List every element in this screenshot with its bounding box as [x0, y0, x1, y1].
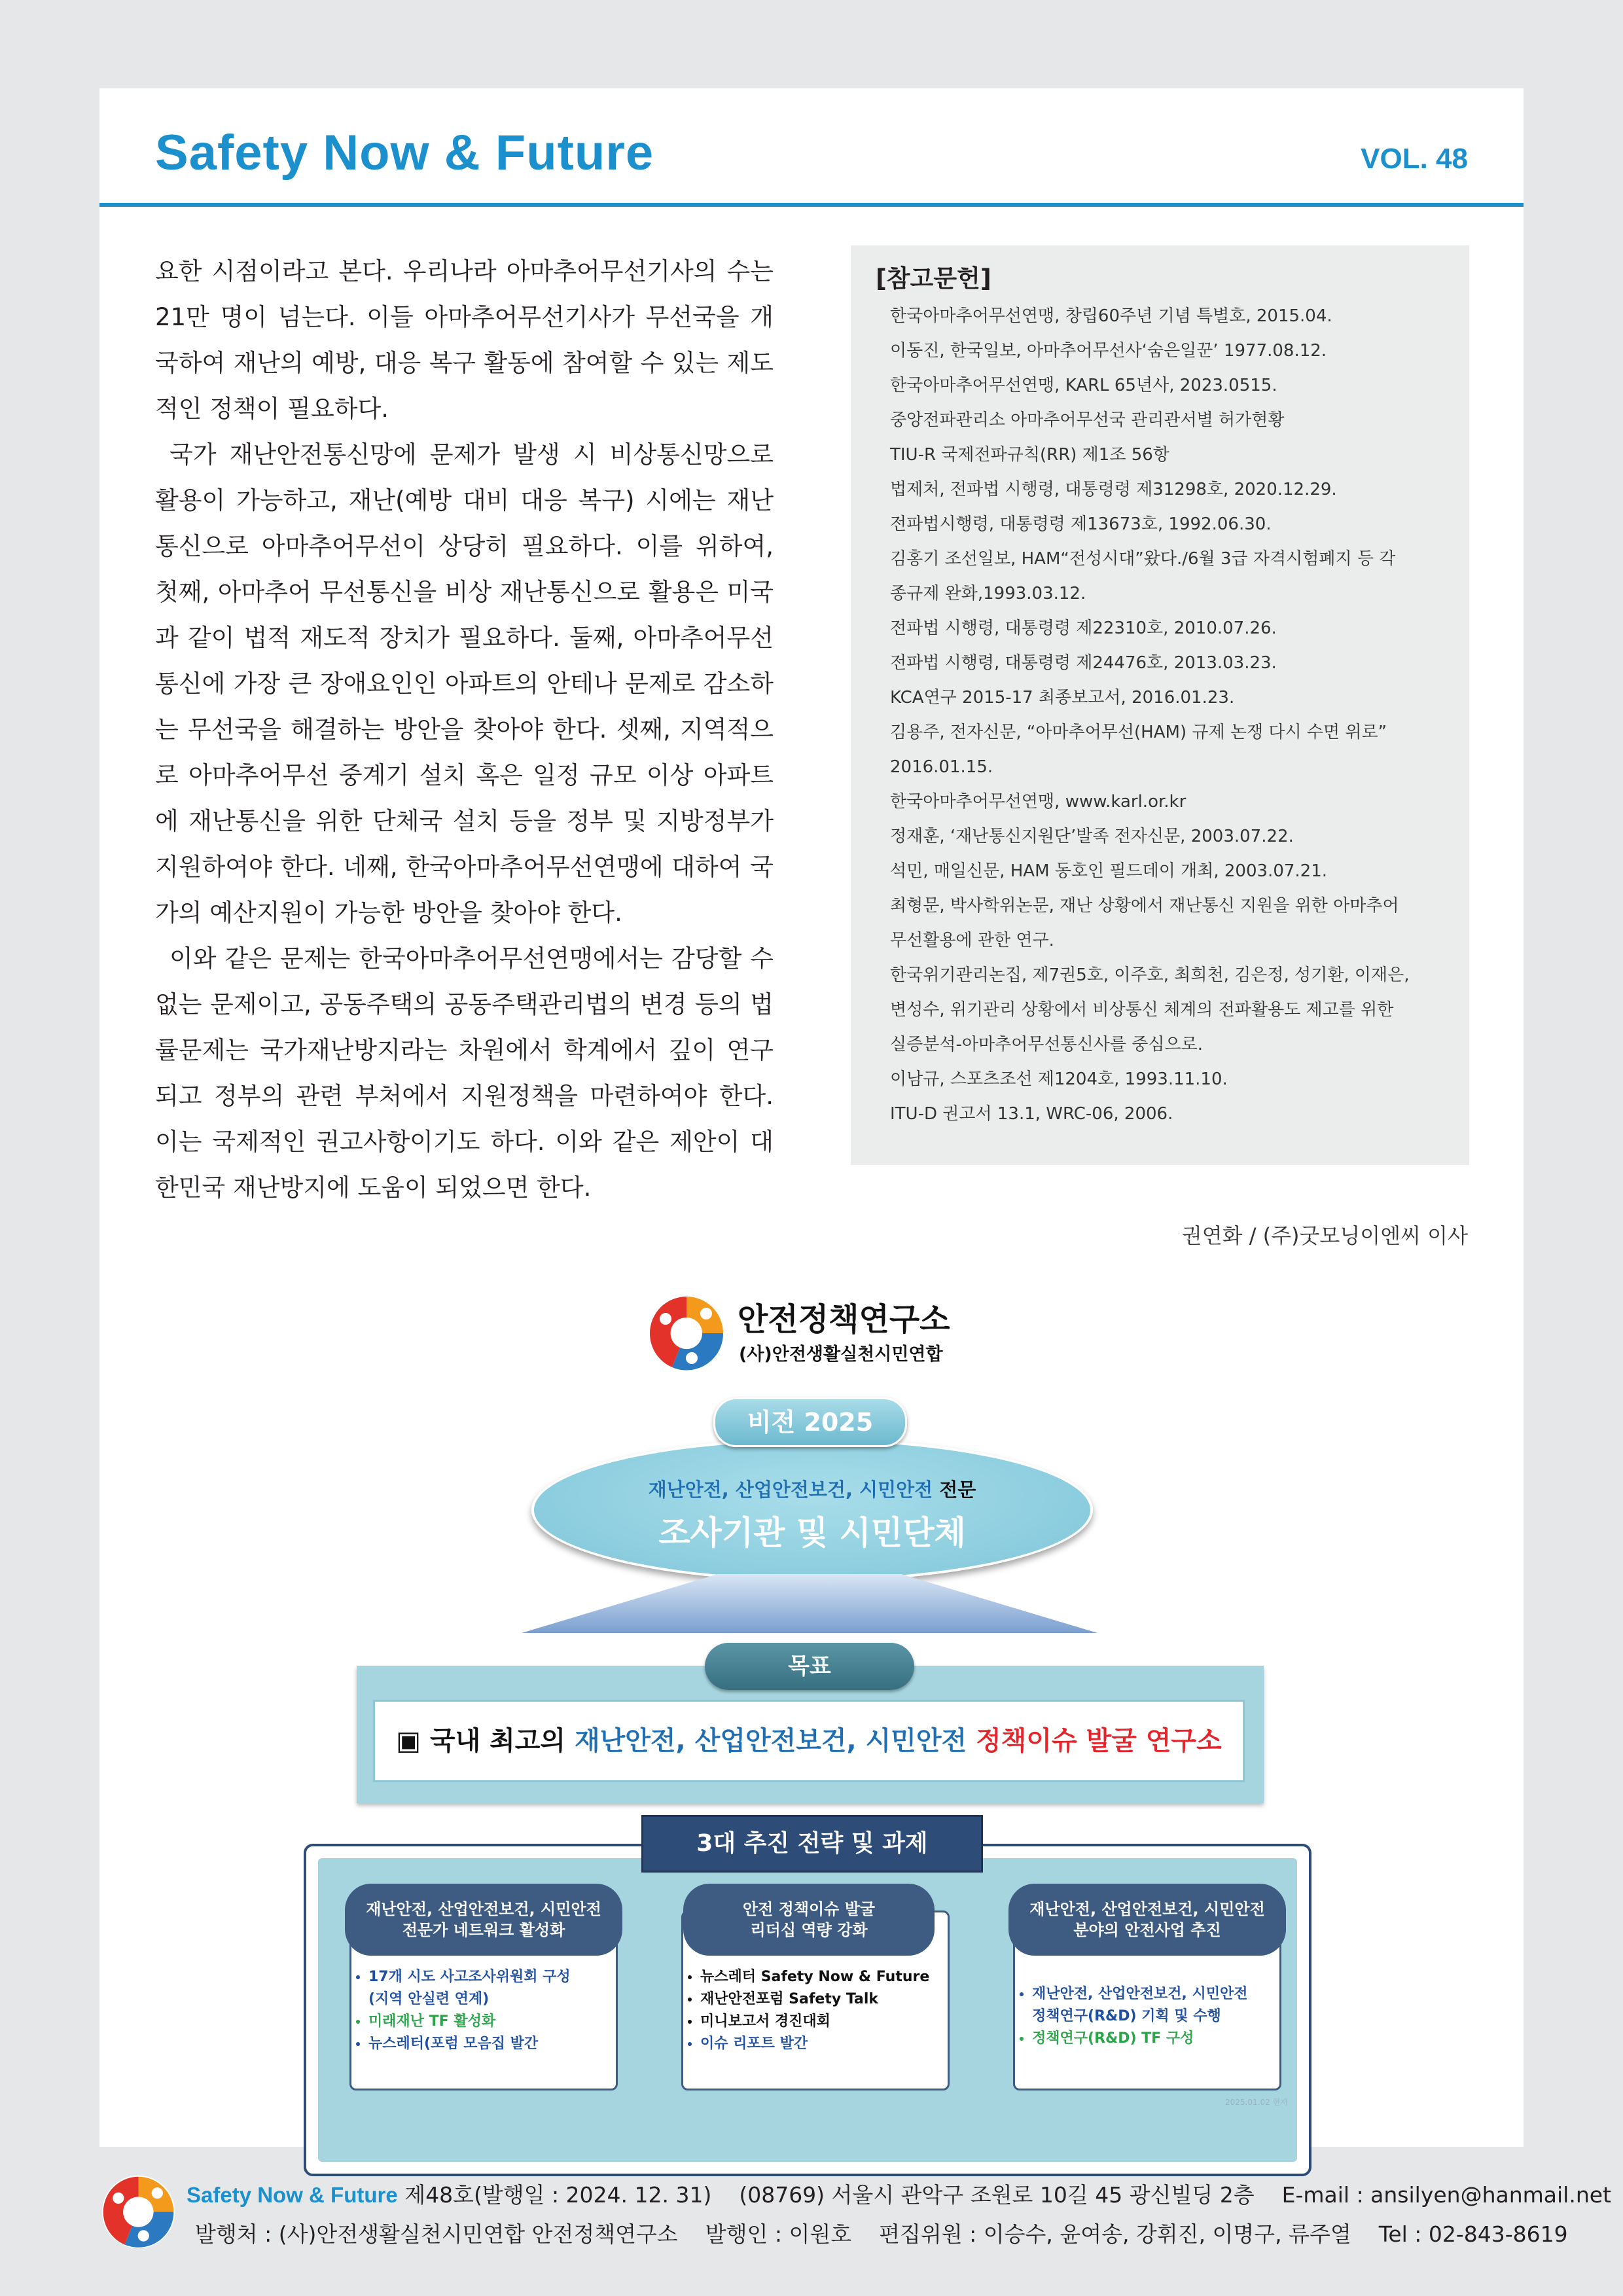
vision-fields: [534, 1475, 1090, 1502]
reference-item: 전파법 시행령, 대통령령 제22310호, 2010.07.26.: [890, 619, 1277, 638]
goal-fields: 재난안전, 산업안전보건, 시민안전: [575, 1726, 976, 1756]
strategy-task-list: [1022, 1983, 1275, 2050]
reference-item: 한국아마추어무선연맹, KARL 65년사, 2023.0515.: [890, 376, 1277, 395]
strategy-box: [304, 1844, 1311, 2176]
footer-issue: 제48호(발행일 : 2024. 12. 31): [397, 2182, 712, 2208]
strategy-column: [349, 1900, 618, 2090]
references-box: [851, 245, 1469, 1165]
strategy-column-head-line: 재난안전, 산업안전보건, 시민안전: [366, 1900, 601, 1918]
strategy-task: • 뉴스레터 Safety Now & Future: [700, 1966, 944, 1988]
strategy-task: (지역 안실련 연계): [368, 1991, 490, 2007]
reference-item: 변성수, 위기관리 상황에서 비상통신 체계의 전파활용도 제고를 위한: [890, 1000, 1394, 1020]
footer-logo-icon: [99, 2173, 178, 2251]
strategy-column-head: [1008, 1884, 1286, 1956]
reference-item: 한국위기관리논집, 제7권5호, 이주호, 최희천, 김은정, 성기환, 이재은,: [890, 965, 1410, 985]
strategy-column: [681, 1900, 950, 2090]
article-paragraph: 국가 재난안전통신망에 문제가 발생 시 비상통신망으로 활용이 가능하고, 재난(예방 대비 대응 복구) 시에는 재난통신으로 아마추어무선이 상당히 필요하다. 이를 위하여, 첫째, 아마추어 무선통신을 비상 재난통신으로 활용은 미국과 같이 법적 재도적 장치가 필요하다. 둘째, 아마추어무선 통신에 가장 큰 장애요인인 아파트의 안테나 문제로 감소하는 무선국을 해결하는 방안을 찾아야 한다. 셋째, 지역적으로 아마추어무선 중계기 설치 혹은 일정 규모 이상 아파트에 재난통신을 위한 단체국 설치 등을 정부 및 지방정부가 지원하여야 한다. 네째, 한국아마추어무선연맹에 대하여 국가의 예산지원이 가능한 방안을 찾아야 한다.: [155, 440, 774, 927]
strategy-column-head-line: 안전 정책이슈 발굴: [742, 1900, 876, 1918]
footer-line-2: [195, 2217, 1568, 2248]
strategy-column-head-line: 리더십 역량 강화: [750, 1921, 868, 1939]
vision-ellipse: [531, 1439, 1093, 1581]
reference-item: KCA연구 2015-17 최종보고서, 2016.01.23.: [890, 688, 1235, 708]
footer-editors: 편집위원 : 이승수, 윤여송, 강휘진, 이명구, 류주열: [879, 2221, 1351, 2247]
strategy-task: • 미니보고서 경진대회: [700, 2011, 944, 2033]
reference-item: 종규제 완화,1993.03.12.: [890, 584, 1086, 603]
strategy-task: • 이슈 리포트 발간: [700, 2033, 944, 2055]
reference-item: 법제처, 전파법 시행령, 대통령령 제31298호, 2020.12.29.: [890, 480, 1337, 499]
institute-logo-icon: [646, 1293, 728, 1374]
strategy-task: • 뉴스레터(포럼 모음집 발간: [368, 2033, 612, 2055]
reference-item: 무선활용에 관한 연구.: [890, 931, 1054, 950]
header-divider: [99, 203, 1524, 207]
reference-item: 김홍기 조선일보, HAM“전성시대”왔다./6월 3급 자격시험폐지 등 각: [890, 549, 1396, 569]
strategy-column-head-line: 전문가 네트워크 활성화: [402, 1921, 565, 1939]
strategy-column-head-line: 분야의 안전사업 추진: [1073, 1921, 1221, 1939]
reference-item: 이동진, 한국일보, 아마추어무선사‘숨은일꾼’ 1977.08.12.: [890, 341, 1327, 361]
reference-item: 석민, 매일신문, HAM 동호인 필드데이 개최, 2003.07.21.: [890, 861, 1328, 881]
strategy-column: [1013, 1900, 1281, 2090]
volume-number: VOL. 48: [1361, 143, 1468, 175]
reference-item: 중앙전파관리소 아마추어무선국 관리관서별 허가현황: [890, 410, 1285, 430]
references-title: [참고문헌]: [876, 264, 991, 293]
strategy-column-head: [345, 1884, 622, 1956]
institute-parent-org: (사)안전생활실천시민연합: [739, 1344, 943, 1365]
reference-item: 전파법 시행령, 대통령령 제24476호, 2013.03.23.: [890, 653, 1277, 673]
strategy-task: • 재난안전포럼 Safety Talk: [700, 1988, 944, 2011]
footer-address: (08769) 서울시 관악구 조원로 10길 45 광신빌딩 2층: [739, 2182, 1255, 2208]
article-paragraph: 요한 시점이라고 본다. 우리나라 아마추어무선기사의 수는 21만 명이 넘는다. 이들 아마추어무선기사가 무선국을 개국하여 재난의 예방, 대응 복구 활동에 참여할 수 있는 제도적인 정책이 필요하다.: [155, 257, 774, 423]
article-author: 권연화 / (주)굿모닝이엔씨 이사: [1181, 1223, 1468, 1248]
footer-line-1: [187, 2178, 1611, 2209]
references-list: [876, 299, 1444, 1132]
footer-publisher: 발행인 : 이원호: [705, 2221, 852, 2247]
goal-prefix: ▣ 국내 최고의: [396, 1726, 575, 1756]
footer-brand: Safety Now & Future: [187, 2183, 398, 2207]
reference-item: 한국아마추어무선연맹, 창립60주년 기념 특별호, 2015.04.: [890, 306, 1332, 326]
footer-publisher-org: 발행처 : (사)안전생활실천시민연합 안전정책연구소: [195, 2221, 678, 2247]
page-footer: [0, 2153, 1623, 2296]
strategy-inner: [318, 1858, 1297, 2162]
reference-item: ITU-D 권고서 13.1, WRC-06, 2006.: [890, 1104, 1173, 1124]
strategy-title: 3대 추진 전략 및 과제: [641, 1815, 983, 1873]
strategy-task: 정책연구(R&D) 기획 및 수행: [1032, 2008, 1221, 2024]
vision-pyramid-shape: [522, 1574, 1097, 1633]
strategy-task: • 17개 시도 사고조사위원회 구성: [368, 1966, 612, 1988]
strategy-task: • 재난안전, 산업안전보건, 시민안전: [1032, 1983, 1275, 2005]
reference-item: 이남규, 스포츠조선 제1204호, 1993.11.10.: [890, 1069, 1228, 1089]
strategy-column-head: [683, 1884, 935, 1956]
footer-email: E-mail : ansilyen@hanmail.net: [1281, 2182, 1611, 2208]
strategy-task-list: [690, 1966, 944, 2055]
footer-tel: Tel : 02-843-8619: [1378, 2221, 1568, 2247]
strategy-column-head-line: 재난안전, 산업안전보건, 시민안전: [1029, 1900, 1265, 1918]
goal-focus: 정책이슈 발굴 연구소: [976, 1726, 1222, 1756]
reference-item: 전파법시행령, 대통령령 제13673호, 1992.06.30.: [890, 514, 1272, 534]
institute-logo: [646, 1293, 1012, 1378]
vision-statement: 조사기관 및 시민단체: [658, 1514, 966, 1552]
diagram-footnote: 2025.01.02 현재: [1225, 2098, 1288, 2107]
newsletter-title: Safety Now & Future: [155, 125, 654, 181]
reference-item: 실증분석-아마추어무선통신사를 중심으로.: [890, 1035, 1203, 1054]
vision-fields-blue: 재난안전, 산업안전보건, 시민안전: [648, 1479, 933, 1501]
page: [99, 88, 1524, 2147]
institute-name: 안전정책연구소: [738, 1301, 950, 1338]
strategy-task: • 미래재난 TF 활성화: [368, 2011, 612, 2033]
reference-item: 한국아마추어무선연맹, www.karl.or.kr: [890, 792, 1186, 812]
article-paragraph: 이와 같은 문제는 한국아마추어무선연맹에서는 감당할 수 없는 문제이고, 공동주택의 공동주택관리법의 변경 등의 법률문제는 국가재난방지라는 차원에서 학계에서 깊이 연구되고 정부의 관련 부처에서 지원정책을 마련하여야 한다. 이는 국제적인 권고사항이기도 하다. 이와 같은 제안이 대한민국 재난방지에 도움이 되었으면 한다.: [155, 944, 774, 1202]
reference-item: 2016.01.15.: [890, 757, 993, 777]
strategy-task-list: [358, 1966, 612, 2055]
vision-label: 비전 2025: [713, 1397, 907, 1447]
reference-item: 정재훈, ‘재난통신지원단’발족 전자신문, 2003.07.22.: [890, 827, 1294, 846]
goal-label: 목표: [705, 1643, 914, 1690]
strategy-task: • 정책연구(R&D) TF 구성: [1032, 2028, 1275, 2050]
reference-item: 김용주, 전자신문, “아마추어무선(HAM) 규제 논쟁 다시 수면 위로”: [890, 723, 1387, 742]
goal-statement: [373, 1700, 1245, 1782]
article-body: [155, 249, 774, 1211]
reference-item: 최형문, 박사학위논문, 재난 상황에서 재난통신 지원을 위한 아마추어: [890, 896, 1399, 916]
vision-fields-dark: 전문: [939, 1479, 976, 1501]
reference-item: TIU-R 국제전파규칙(RR) 제1조 56항: [890, 445, 1169, 465]
